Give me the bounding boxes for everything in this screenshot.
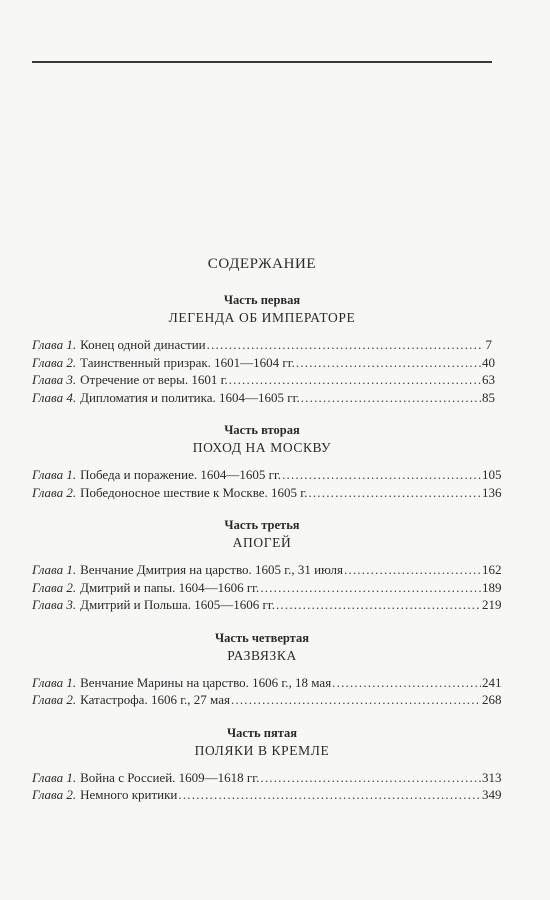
toc-part [32, 292, 495, 406]
dot-leader [260, 579, 481, 597]
part-title: АПОГЕЙ [232, 535, 292, 550]
page-number: 219 [482, 597, 502, 612]
toc-entry [32, 769, 502, 787]
toc-entry [32, 336, 492, 354]
toc-entry [32, 691, 502, 709]
chapter-title: Дмитрий и Польша. 1605—1606 гг. [80, 597, 275, 612]
chapter-number: Глава 1. [32, 337, 77, 352]
top-rule [32, 61, 492, 63]
page-number: 313 [482, 769, 502, 785]
toc-entry [32, 561, 502, 579]
dot-leader [260, 769, 481, 787]
chapter-number: Глава 4. [32, 389, 77, 405]
chapter-number: Глава 3. [32, 372, 77, 387]
page-number: 241 [482, 674, 502, 690]
part-title: ПОЛЯКИ В КРЕМЛЕ [194, 742, 330, 758]
chapter-title: Таинственный призрак. 1601—1604 гг. [80, 354, 295, 370]
toc-entry [32, 579, 502, 597]
chapter-number: Глава 1. [32, 562, 77, 577]
toc-entry [32, 466, 502, 484]
dot-leader [178, 786, 481, 804]
chapter-title: Победоносное шествие к Москве. 1605 г. [80, 484, 308, 500]
page-number: 162 [482, 562, 502, 577]
toc-parts [32, 292, 502, 804]
dot-leader [276, 596, 481, 614]
chapter-number: Глава 2. [32, 579, 77, 595]
chapter-number: Глава 2. [32, 787, 77, 802]
chapter-number: Глава 1. [32, 467, 77, 482]
chapter-title: Немного критики [80, 787, 178, 802]
chapter-number: Глава 1. [32, 769, 77, 785]
part-label: Часть третья [224, 518, 300, 532]
chapter-title: Конец одной династии [80, 337, 206, 352]
toc-entry [32, 371, 495, 389]
part-title: ПОХОД НА МОСКВУ [192, 440, 332, 455]
toc-entry [32, 596, 502, 614]
toc-part [32, 725, 502, 804]
part-label: Часть пятая [226, 725, 298, 740]
toc-part [32, 630, 502, 709]
part-title: ЛЕГЕНДА ОБ ИМПЕРАТОРЕ [168, 310, 356, 325]
page-number: 7 [485, 337, 492, 352]
chapter-title: Война с Россией. 1609—1618 гг. [80, 769, 260, 785]
page-number: 40 [482, 354, 495, 370]
chapter-number: Глава 2. [32, 692, 77, 707]
page-number: 189 [482, 579, 502, 595]
chapter-title: Победа и поражение. 1604—1605 гг. [80, 467, 282, 482]
page-number: 349 [482, 787, 502, 802]
page-number: 268 [482, 692, 502, 707]
part-title: РАЗВЯЗКА [227, 647, 297, 663]
toc-part [32, 517, 502, 614]
toc-heading: СОДЕРЖАНИЕ [207, 256, 317, 272]
chapter-title: Дмитрий и папы. 1604—1606 гг. [80, 579, 260, 595]
page-number: 105 [482, 467, 502, 482]
page-number: 136 [482, 484, 502, 500]
toc-entry [32, 484, 502, 502]
dot-leader [332, 674, 481, 692]
chapter-number: Глава 1. [32, 674, 77, 690]
dot-leader [308, 484, 481, 502]
chapter-title: Венчание Марины на царство. 1606 г., 18 мая [80, 674, 332, 690]
dot-leader [229, 371, 481, 389]
page-number: 85 [482, 389, 495, 405]
chapter-number: Глава 2. [32, 484, 77, 500]
toc-entry [32, 354, 495, 372]
chapter-title: Венчание Дмитрия на царство. 1605 г., 31 июля [80, 562, 343, 577]
dot-leader [296, 354, 481, 372]
chapter-title: Катастрофа. 1606 г., 27 мая [80, 692, 230, 707]
chapter-number: Глава 3. [32, 597, 77, 612]
toc-entry [32, 786, 502, 804]
toc-entry [32, 389, 495, 407]
page-number: 63 [482, 372, 495, 387]
part-label: Часть вторая [224, 423, 300, 437]
dot-leader [282, 466, 481, 484]
dot-leader [301, 389, 481, 407]
dot-leader [207, 336, 481, 354]
chapter-number: Глава 2. [32, 354, 77, 370]
chapter-title: Дипломатия и политика. 1604—1605 гг. [80, 389, 300, 405]
table-of-contents [32, 256, 502, 820]
toc-part [32, 422, 502, 501]
part-label: Часть первая [223, 293, 301, 307]
part-label: Часть четвертая [215, 630, 309, 645]
dot-leader [344, 561, 481, 579]
dot-leader [231, 691, 481, 709]
toc-entry [32, 674, 502, 692]
chapter-title: Отречение от веры. 1601 г. [80, 372, 228, 387]
